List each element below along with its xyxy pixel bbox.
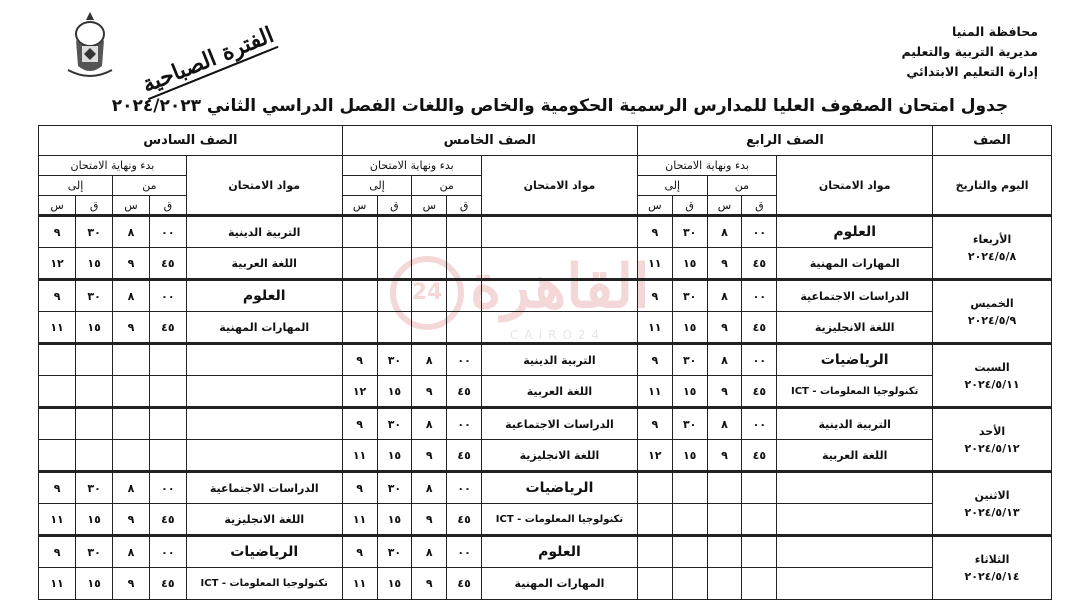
g4-time-cell: ١٢ bbox=[637, 440, 672, 472]
g6-time-cell: ٣٠ bbox=[76, 536, 113, 568]
day-name: الثلاثاء bbox=[974, 553, 1010, 566]
g6-time-cell: ٠٠ bbox=[149, 216, 186, 248]
g4-subject-cell: تكنولوجيا المعلومات - ICT bbox=[777, 376, 933, 408]
g6-from-header: من bbox=[113, 176, 187, 196]
g6-to-minute-header: ق bbox=[76, 196, 113, 216]
g4-time-cell: ٨ bbox=[707, 408, 742, 440]
g4-time-cell bbox=[672, 472, 707, 504]
day-name: الأحد bbox=[978, 424, 1006, 438]
g5-time-cell bbox=[447, 280, 482, 312]
g6-subject-cell: الدراسات الاجتماعية bbox=[186, 472, 342, 504]
g6-from-minute-header: ق bbox=[149, 196, 186, 216]
g6-time-cell bbox=[39, 344, 76, 376]
g4-time-cell: ١٥ bbox=[672, 440, 707, 472]
g4-time-cell: ٩ bbox=[707, 248, 742, 280]
schedule-row bbox=[39, 408, 1052, 440]
governorate-line: محافظة المنيا bbox=[952, 24, 1038, 39]
g5-time-cell bbox=[342, 216, 377, 248]
g4-time-cell: ١١ bbox=[637, 248, 672, 280]
document-title: جدول امتحان الصفوف العليا للمدارس الرسمية الحكومية والخاص واللغات الفصل الدراسي الثاني ٢٠٢٤/٢٠٢٣ bbox=[111, 96, 1009, 116]
g6-time-cell: ٤٥ bbox=[149, 248, 186, 280]
g4-time-cell: ٤٥ bbox=[742, 248, 777, 280]
g6-subject-cell bbox=[186, 440, 342, 472]
g6-time-cell bbox=[76, 440, 113, 472]
g5-time-cell bbox=[342, 248, 377, 280]
g6-time-cell bbox=[149, 408, 186, 440]
grade6-header: الصف السادس bbox=[39, 126, 343, 156]
g4-subject-cell bbox=[777, 536, 933, 568]
g5-time-cell: ٣٠ bbox=[377, 536, 412, 568]
g5-time-cell: ٩ bbox=[342, 536, 377, 568]
g5-time-cell: ٤٥ bbox=[447, 504, 482, 536]
grade-column-header: الصف bbox=[933, 126, 1052, 156]
g5-time-cell: ١٥ bbox=[377, 376, 412, 408]
g6-time-cell bbox=[113, 408, 150, 440]
g5-time-cell: ٩ bbox=[412, 376, 447, 408]
g4-time-cell: ١١ bbox=[637, 376, 672, 408]
g6-time-cell: ٤٥ bbox=[149, 568, 186, 600]
day-name: الخميس bbox=[970, 296, 1014, 310]
day-name: الاثنين bbox=[974, 488, 1010, 502]
g6-time-cell bbox=[76, 376, 113, 408]
g6-time-cell: ٠٠ bbox=[149, 280, 186, 312]
g5-time-cell: ٨ bbox=[412, 536, 447, 568]
schedule-row bbox=[39, 504, 1052, 536]
g5-time-cell bbox=[377, 312, 412, 344]
grade5-header: الصف الخامس bbox=[342, 126, 637, 156]
g4-time-cell: ٠٠ bbox=[742, 344, 777, 376]
g5-time-cell bbox=[447, 312, 482, 344]
g4-time-cell bbox=[637, 504, 672, 536]
g5-time-cell: ٤٥ bbox=[447, 440, 482, 472]
g4-time-cell bbox=[707, 536, 742, 568]
g4-to-header: إلى bbox=[637, 176, 707, 196]
g6-from-hour-header: س bbox=[113, 196, 150, 216]
g5-time-cell: ٨ bbox=[412, 408, 447, 440]
g5-time-cell: ٠٠ bbox=[447, 344, 482, 376]
g6-time-cell: ١٥ bbox=[76, 248, 113, 280]
g6-time-cell bbox=[149, 440, 186, 472]
g5-subject-cell: العلوم bbox=[482, 536, 638, 568]
g4-time-cell: ٩ bbox=[707, 440, 742, 472]
g5-time-cell bbox=[412, 248, 447, 280]
period-stamp-text: الفترة الصباحية bbox=[138, 21, 278, 99]
g4-time-cell bbox=[742, 472, 777, 504]
g6-time-cell bbox=[149, 376, 186, 408]
g6-subject-cell: العلوم bbox=[186, 280, 342, 312]
g5-time-cell bbox=[412, 312, 447, 344]
g4-time-cell bbox=[742, 504, 777, 536]
g4-subject-cell bbox=[777, 504, 933, 536]
schedule-row bbox=[39, 440, 1052, 472]
g4-time-cell: ١٥ bbox=[672, 248, 707, 280]
day-date-cell bbox=[933, 216, 1052, 280]
g5-from-hour-header: س bbox=[412, 196, 447, 216]
day-name: الأربعاء bbox=[972, 232, 1012, 246]
g5-time-cell: ٤٥ bbox=[447, 568, 482, 600]
g6-subject-cell: المهارات المهنية bbox=[186, 312, 342, 344]
department-line: إدارة التعليم الابتدائي bbox=[906, 64, 1038, 79]
exam-date: ٢٠٢٤/٥/١٣ bbox=[964, 505, 1020, 519]
g4-time-cell: ٩ bbox=[707, 312, 742, 344]
schedule-row bbox=[39, 536, 1052, 568]
g4-subject-cell bbox=[777, 472, 933, 504]
g6-subject-cell bbox=[186, 408, 342, 440]
exam-schedule-table bbox=[38, 125, 1052, 600]
g4-subject-cell: اللغة الانجليزية bbox=[777, 312, 933, 344]
g5-time-cell: ٣٠ bbox=[377, 344, 412, 376]
g4-time-cell: ٣٠ bbox=[672, 344, 707, 376]
g5-time-cell: ٠٠ bbox=[447, 408, 482, 440]
g5-subject-cell: المهارات المهنية bbox=[482, 568, 638, 600]
day-date-cell bbox=[933, 344, 1052, 408]
g4-time-cell: ٠٠ bbox=[742, 408, 777, 440]
day-date-cell bbox=[933, 408, 1052, 472]
directorate-line: مديرية التربية والتعليم bbox=[901, 44, 1038, 59]
schedule-row bbox=[39, 344, 1052, 376]
g4-from-minute-header: ق bbox=[742, 196, 777, 216]
schedule-row bbox=[39, 312, 1052, 344]
g6-subject-cell: اللغة الانجليزية bbox=[186, 504, 342, 536]
g5-subject-cell bbox=[482, 216, 638, 248]
g5-time-cell: ٣٠ bbox=[377, 472, 412, 504]
g5-to-hour-header: س bbox=[342, 196, 377, 216]
g5-time-cell: ١٥ bbox=[377, 504, 412, 536]
g4-time-cell: ٠٠ bbox=[742, 216, 777, 248]
g6-time-cell bbox=[113, 440, 150, 472]
watermark-subtext: CAIRO24 bbox=[510, 328, 606, 342]
g4-from-hour-header: س bbox=[707, 196, 742, 216]
g6-time-cell bbox=[39, 376, 76, 408]
g5-time-cell: ٩ bbox=[342, 344, 377, 376]
exam-date: ٢٠٢٤/٥/١٤ bbox=[964, 570, 1020, 583]
g4-time-cell: ٣٠ bbox=[672, 280, 707, 312]
g5-subject-cell bbox=[482, 280, 638, 312]
g6-time-cell bbox=[113, 344, 150, 376]
g6-time-cell: ٨ bbox=[113, 216, 150, 248]
g5-time-cell: ١٥ bbox=[377, 440, 412, 472]
g5-to-minute-header: ق bbox=[377, 196, 412, 216]
g6-time-cell: ٣٠ bbox=[76, 280, 113, 312]
g6-time-cell: ٨ bbox=[113, 280, 150, 312]
exam-date: ٢٠٢٤/٥/٩ bbox=[967, 313, 1017, 327]
g4-time-cell: ١١ bbox=[637, 312, 672, 344]
g4-time-cell: ١٥ bbox=[672, 312, 707, 344]
g5-from-header: من bbox=[412, 176, 482, 196]
g4-subject-cell: العلوم bbox=[777, 216, 933, 248]
g4-time-cell: ٠٠ bbox=[742, 280, 777, 312]
g6-time-cell: ١١ bbox=[39, 504, 76, 536]
g6-time-cell bbox=[113, 376, 150, 408]
g6-time-cell: ٠٠ bbox=[149, 472, 186, 504]
g5-time-cell bbox=[377, 216, 412, 248]
g4-time-cell bbox=[672, 536, 707, 568]
g6-time-cell: ١٥ bbox=[76, 312, 113, 344]
day-date-cell bbox=[933, 472, 1052, 536]
g5-time-cell bbox=[412, 280, 447, 312]
g5-time-cell bbox=[342, 312, 377, 344]
g6-start-end-header: بدء ونهاية الامتحان bbox=[39, 156, 187, 176]
g5-time-cell: ٩ bbox=[412, 568, 447, 600]
g6-time-cell: ٨ bbox=[113, 472, 150, 504]
g6-subject-cell: اللغة العربية bbox=[186, 248, 342, 280]
g6-subject-cell: تكنولوجيا المعلومات - ICT bbox=[186, 568, 342, 600]
g6-time-cell: ٩ bbox=[39, 216, 76, 248]
g6-time-cell: ٣٠ bbox=[76, 472, 113, 504]
g6-time-cell: ٨ bbox=[113, 536, 150, 568]
g5-subject-cell: التربية الدينية bbox=[482, 344, 638, 376]
g6-time-cell: ١١ bbox=[39, 312, 76, 344]
g4-start-end-header: بدء ونهاية الامتحان bbox=[637, 156, 776, 176]
g4-time-cell: ٨ bbox=[707, 280, 742, 312]
g4-time-cell: ٨ bbox=[707, 216, 742, 248]
exam-date: ٢٠٢٤/٥/١٢ bbox=[964, 441, 1020, 455]
ministry-seal-logo bbox=[58, 10, 122, 82]
g4-subject-cell: اللغة العربية bbox=[777, 440, 933, 472]
g6-time-cell: ٩ bbox=[39, 472, 76, 504]
g6-time-cell: ٣٠ bbox=[76, 216, 113, 248]
schedule-row bbox=[39, 280, 1052, 312]
g6-time-cell: ١٢ bbox=[39, 248, 76, 280]
g4-time-cell: ٩ bbox=[707, 376, 742, 408]
g6-time-cell bbox=[39, 440, 76, 472]
g6-time-cell: ٠٠ bbox=[149, 536, 186, 568]
g5-time-cell bbox=[447, 216, 482, 248]
g5-time-cell: ١٢ bbox=[342, 376, 377, 408]
g5-time-cell: ٩ bbox=[412, 440, 447, 472]
g4-subject-cell: الدراسات الاجتماعية bbox=[777, 280, 933, 312]
schedule-row bbox=[39, 216, 1052, 248]
g4-time-cell: ٤٥ bbox=[742, 440, 777, 472]
g4-subjects-header: مواد الامتحان bbox=[777, 156, 933, 216]
g5-subject-cell: الدراسات الاجتماعية bbox=[482, 408, 638, 440]
g4-time-cell bbox=[707, 472, 742, 504]
g5-time-cell: ١١ bbox=[342, 504, 377, 536]
g5-time-cell: ٩ bbox=[412, 504, 447, 536]
g4-subject-cell: الرياضيات bbox=[777, 344, 933, 376]
g4-time-cell: ٩ bbox=[637, 408, 672, 440]
g4-time-cell bbox=[707, 504, 742, 536]
g6-subject-cell: التربية الدينية bbox=[186, 216, 342, 248]
g4-time-cell: ٩ bbox=[637, 280, 672, 312]
g4-time-cell: ٣٠ bbox=[672, 216, 707, 248]
g4-time-cell: ٩ bbox=[637, 344, 672, 376]
g6-time-cell bbox=[76, 408, 113, 440]
g5-time-cell: ٤٥ bbox=[447, 376, 482, 408]
g6-time-cell: ١٥ bbox=[76, 504, 113, 536]
g4-time-cell bbox=[637, 536, 672, 568]
schedule-row bbox=[39, 376, 1052, 408]
g4-time-cell: ١٥ bbox=[672, 376, 707, 408]
g5-to-header: إلى bbox=[342, 176, 412, 196]
g6-time-cell: ٤٥ bbox=[149, 504, 186, 536]
day-date-header: اليوم والتاريخ bbox=[933, 156, 1052, 216]
day-name: السبت bbox=[974, 360, 1010, 374]
g4-time-cell: ٤٥ bbox=[742, 312, 777, 344]
schedule-row bbox=[39, 472, 1052, 504]
g5-time-cell: ٣٠ bbox=[377, 408, 412, 440]
g4-time-cell: ٩ bbox=[637, 216, 672, 248]
g4-time-cell: ٨ bbox=[707, 344, 742, 376]
g5-time-cell: ٠٠ bbox=[447, 472, 482, 504]
g4-time-cell: ٣٠ bbox=[672, 408, 707, 440]
g4-subject-cell: المهارات المهنية bbox=[777, 248, 933, 280]
g6-time-cell: ٩ bbox=[113, 248, 150, 280]
g5-subject-cell: تكنولوجيا المعلومات - ICT bbox=[482, 504, 638, 536]
g5-time-cell: ٨ bbox=[412, 344, 447, 376]
g6-time-cell: ٩ bbox=[113, 568, 150, 600]
schedule-row bbox=[39, 248, 1052, 280]
g5-time-cell bbox=[377, 280, 412, 312]
day-date-cell bbox=[933, 280, 1052, 344]
g5-from-minute-header: ق bbox=[447, 196, 482, 216]
g5-start-end-header: بدء ونهاية الامتحان bbox=[342, 156, 481, 176]
g6-to-header: إلى bbox=[39, 176, 113, 196]
g5-subject-cell bbox=[482, 312, 638, 344]
g5-time-cell: ١٥ bbox=[377, 568, 412, 600]
g6-subject-cell: الرياضيات bbox=[186, 536, 342, 568]
g6-time-cell bbox=[76, 344, 113, 376]
g4-time-cell: ٤٥ bbox=[742, 376, 777, 408]
g4-time-cell bbox=[742, 536, 777, 568]
g5-time-cell: ٩ bbox=[342, 408, 377, 440]
g6-time-cell: ١٥ bbox=[76, 568, 113, 600]
g6-time-cell: ٩ bbox=[39, 536, 76, 568]
g5-time-cell bbox=[447, 248, 482, 280]
g4-time-cell bbox=[672, 504, 707, 536]
g6-time-cell: ٩ bbox=[113, 504, 150, 536]
exam-date: ٢٠٢٤/٥/١١ bbox=[964, 377, 1020, 391]
g5-time-cell: ٠٠ bbox=[447, 536, 482, 568]
g5-subjects-header: مواد الامتحان bbox=[482, 156, 638, 216]
g5-time-cell bbox=[342, 280, 377, 312]
g6-time-cell: ٩ bbox=[39, 280, 76, 312]
g5-time-cell bbox=[377, 248, 412, 280]
g5-time-cell: ٩ bbox=[342, 472, 377, 504]
g4-time-cell bbox=[637, 472, 672, 504]
g5-time-cell: ٨ bbox=[412, 472, 447, 504]
g6-subjects-header: مواد الامتحان bbox=[186, 156, 342, 216]
g5-time-cell: ١١ bbox=[342, 568, 377, 600]
g4-to-minute-header: ق bbox=[672, 196, 707, 216]
g5-subject-cell bbox=[482, 248, 638, 280]
g5-time-cell: ١١ bbox=[342, 440, 377, 472]
g6-time-cell: ٩ bbox=[113, 312, 150, 344]
cairo24-badge-icon: 24 bbox=[390, 256, 464, 330]
g6-subject-cell bbox=[186, 344, 342, 376]
watermark-text: القاهرة bbox=[470, 252, 650, 322]
g5-subject-cell: اللغة العربية bbox=[482, 376, 638, 408]
g4-subject-cell: التربية الدينية bbox=[777, 408, 933, 440]
g5-subject-cell: اللغة الانجليزية bbox=[482, 440, 638, 472]
g6-time-cell bbox=[149, 344, 186, 376]
day-date-cell bbox=[933, 536, 1052, 600]
g6-subject-cell bbox=[186, 376, 342, 408]
g4-from-header: من bbox=[707, 176, 777, 196]
g6-time-cell: ٤٥ bbox=[149, 312, 186, 344]
directorate-header bbox=[848, 22, 1038, 82]
g4-to-hour-header: س bbox=[637, 196, 672, 216]
g6-to-hour-header: س bbox=[39, 196, 76, 216]
g5-subject-cell: الرياضيات bbox=[482, 472, 638, 504]
g6-time-cell bbox=[39, 408, 76, 440]
g6-time-cell: ١١ bbox=[39, 568, 76, 600]
exam-date: ٢٠٢٤/٥/٨ bbox=[967, 249, 1017, 263]
g5-time-cell bbox=[412, 216, 447, 248]
grade4-header: الصف الرابع bbox=[637, 126, 932, 156]
